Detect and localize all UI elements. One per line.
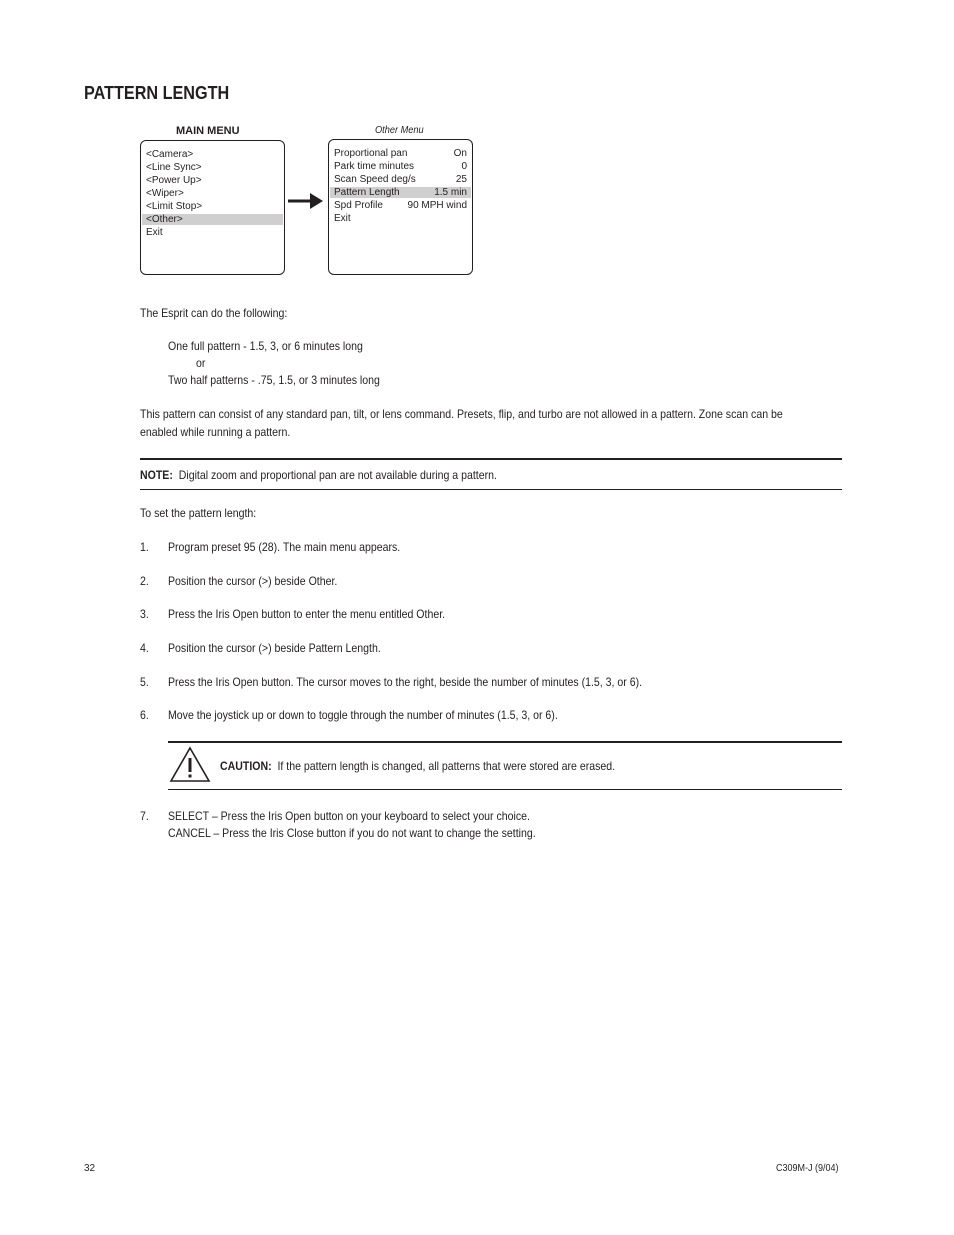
menu-item-label: Exit: [334, 213, 351, 224]
other-menu-box: [328, 139, 473, 275]
steps-intro: To set the pattern length:: [140, 506, 257, 520]
other-menu-item-pattern-length: [330, 187, 471, 198]
menu-item-label: Proportional pan: [334, 148, 408, 159]
page-number: 32: [84, 1163, 96, 1174]
menu-item-label: Scan Speed deg/s: [334, 174, 416, 185]
main-menu-item-limit-stop: <Limit Stop>: [146, 201, 203, 212]
step-number: 3.: [140, 607, 149, 621]
document-code: C309M-J (9/04): [776, 1163, 839, 1174]
paragraph-line-1: This pattern can consist of any standard pan, tilt, or lens command. Presets, flip, and turbo are not allowed in a pattern. Zone scan can be: [140, 407, 783, 421]
caution-bottom-rule: [168, 789, 842, 790]
caution-text: If the pattern length is changed, all patterns that were stored are erased.: [277, 759, 616, 773]
page-title: PATTERN LENGTH: [84, 83, 230, 103]
other-menu-item-spd-profile: [334, 200, 467, 211]
note-top-rule: [140, 458, 842, 460]
main-menu-item-power-up: <Power Up>: [146, 175, 202, 186]
menu-item-value: 25: [455, 174, 467, 185]
menu-item-label: Spd Profile: [334, 200, 383, 211]
other-menu-item-exit: [334, 213, 467, 224]
other-menu-caption: Other Menu: [375, 125, 424, 136]
step-text: Press the Iris Open button to enter the menu entitled Other.: [168, 607, 446, 621]
other-menu-item-proportional-pan: [334, 148, 467, 159]
main-menu-box: [140, 140, 285, 275]
step-text: Position the cursor (>) beside Pattern Length.: [168, 641, 381, 655]
caution: [220, 759, 615, 773]
intro-text: The Esprit can do the following:: [140, 306, 288, 320]
menu-item-value: 90 MPH wind: [407, 200, 467, 211]
option-one: One full pattern - 1.5, 3, or 6 minutes long: [168, 339, 363, 353]
main-menu-item-line-sync: <Line Sync>: [146, 162, 202, 173]
paragraph-line-2: enabled while running a pattern.: [140, 425, 291, 439]
warning-triangle-icon: [169, 746, 211, 783]
caution-label: CAUTION:: [220, 759, 272, 773]
other-menu-item-scan-speed: [334, 174, 467, 185]
right-arrow-icon: [287, 191, 325, 211]
main-menu-caption: MAIN MENU: [176, 125, 240, 137]
step-number: 2.: [140, 574, 149, 588]
step-text: Press the Iris Open button. The cursor moves to the right, beside the number of minutes (1.5, 3, or 6).: [168, 675, 643, 689]
step-7-select: SELECT – Press the Iris Open button on your keyboard to select your choice.: [168, 809, 530, 823]
step-number: 6.: [140, 708, 149, 722]
option-or: or: [196, 356, 206, 370]
note-label: NOTE:: [140, 468, 173, 482]
menu-item-label: Pattern Length: [334, 187, 400, 198]
note-text: Digital zoom and proportional pan are not available during a pattern.: [178, 468, 497, 482]
step-text: Program preset 95 (28). The main menu appears.: [168, 540, 401, 554]
step-number: 1.: [140, 540, 149, 554]
menu-item-value: 1.5 min: [434, 187, 467, 198]
step-number: 7.: [140, 809, 149, 823]
caution-top-rule: [168, 741, 842, 743]
menu-item-label: Park time minutes: [334, 161, 415, 172]
option-two: Two half patterns - .75, 1.5, or 3 minutes long: [168, 373, 380, 387]
main-menu-item-camera: <Camera>: [146, 149, 194, 160]
step-number: 4.: [140, 641, 149, 655]
main-menu-item-other: <Other>: [142, 214, 283, 225]
other-menu-item-park-time: [334, 161, 467, 172]
menu-item-value: On: [453, 148, 467, 159]
step-text: Position the cursor (>) beside Other.: [168, 574, 338, 588]
step-number: 5.: [140, 675, 149, 689]
main-menu-item-exit: Exit: [146, 227, 163, 238]
note: [140, 468, 497, 482]
note-bottom-rule: [140, 489, 842, 490]
menu-item-value: 0: [461, 161, 467, 172]
step-7-cancel: CANCEL – Press the Iris Close button if you do not want to change the setting.: [168, 826, 536, 840]
step-text: Move the joystick up or down to toggle through the number of minutes (1.5, 3, or 6).: [168, 708, 558, 722]
main-menu-item-wiper: <Wiper>: [146, 188, 184, 199]
